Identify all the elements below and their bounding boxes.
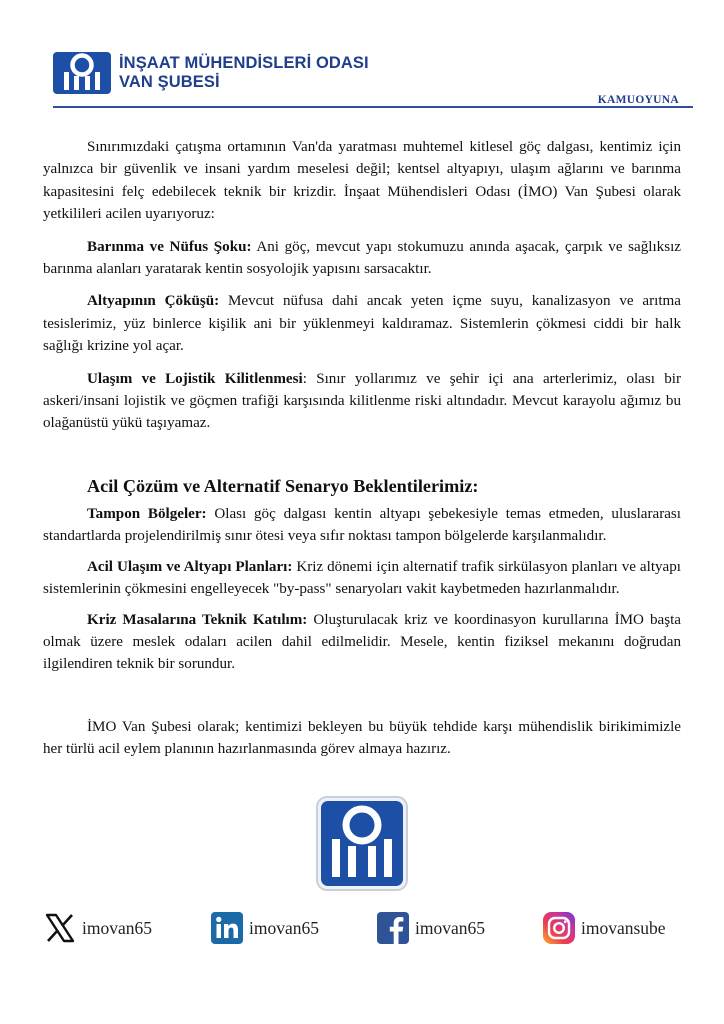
letterhead [53, 52, 693, 110]
social-facebook[interactable] [377, 912, 485, 944]
risk-title: Ulaşım ve Lojistik Kilitlenmesi [87, 370, 303, 387]
social-x[interactable] [44, 912, 152, 944]
solution-text: Kriz dönemi için alternatif trafik sirkülasyon planları ve altyapı sistemlerinin çökmesini engelleyecek "by-pass" senaryoları vakit kaybetmeden hazırlanmalıdır. [43, 558, 681, 598]
solution-text: Olası göç dalgası kentin altyapı şebekesiyle temas etmeden, uluslararası standartlarda projelendirilmiş sınır ötesi veya sıfır noktası tampon bölgelerde karşılanmalıdır. [43, 505, 681, 545]
org-name-line1: İNŞAAT MÜHENDİSLERİ ODASI [119, 54, 369, 72]
intro-paragraph: Sınırımızdaki çatışma ortamının Van'da yaratması muhtemel kitlesel göç dalgası, kentimiz için yalnızca bir güvenlik ve insani yardım meselesi değil; kentsel altyapıyı, ulaşım ağlarını ve barınma kapasitesini felç edebilecek teknik bir krizdir. İnşaat Mühendisleri Odası (İMO) Van Şubesi olarak yetkilileri acilen uyarıyoruz: [43, 139, 681, 223]
linkedin-icon [211, 912, 243, 944]
document-tag: KAMUOYUNA [597, 94, 679, 106]
document-body [43, 136, 681, 761]
solution-title: Tampon Bölgeler: [87, 505, 207, 522]
solution-text: Oluşturulacak kriz ve koordinasyon kurullarına İMO başta olmak üzere meslek odaları acilen dahil edilmelidir. Mesele, kentin fiziksel mekanını doğrudan ilgilendiren teknik bir sorundur. [43, 611, 682, 673]
social-handle: imovansube [581, 917, 666, 938]
closing-paragraph: İMO Van Şubesi olarak; kentimizi bekleyen bu büyük tehdide karşı mühendislik birikimimizle her türlü acil eylem planının hazırlanmasında görev almaya hazırız. [43, 718, 681, 758]
imo-emblem-icon [316, 796, 408, 891]
instagram-icon [543, 912, 575, 944]
solution-title: Kriz Masalarına Teknik Katılım: [87, 611, 308, 628]
org-name-line2: VAN ŞUBESİ [119, 73, 220, 91]
risk-title: Altyapının Çöküşü: [87, 293, 220, 310]
social-linkedin[interactable] [211, 912, 319, 944]
solution-paragraph [43, 609, 681, 676]
social-handle: imovan65 [82, 917, 152, 938]
organization-name [119, 54, 369, 92]
risk-paragraph [43, 290, 681, 357]
risk-paragraph [43, 236, 681, 281]
risk-text: Mevcut nüfusa dahi ancak yeten içme suyu, kanalizasyon ve arıtma tesislerimiz, yüz binlerce kişilik ani bir yüklenmeyi kaldıramaz. Sistemlerin çökmesi ciddi bir halk sağlığı krizine yol açar. [43, 293, 681, 355]
risk-text: Ani göç, mevcut yapı stokumuzu anında aşacak, çarpık ve sağlıksız barınma alanları yaratarak kentin sosyolojik yapısını sarsacaktır. [43, 238, 681, 278]
social-handle: imovan65 [249, 917, 319, 938]
social-instagram[interactable] [543, 912, 666, 944]
facebook-icon [377, 912, 409, 944]
risk-text: : Sınır yollarımız ve şehir içi ana arterlerimiz, olası bir askeri/insani lojistik ve göçmen trafiği karşısında kilitlenme riski altındadır. Mevcut karayolu ağımız bu olağanüstü yükü taşıyamaz. [43, 370, 681, 432]
social-handle: imovan65 [415, 917, 485, 938]
solution-paragraph [43, 503, 681, 548]
x-icon [44, 912, 76, 944]
solution-title: Acil Ulaşım ve Altyapı Planları: [87, 558, 293, 575]
solutions-heading: Acil Çözüm ve Alternatif Senaryo Beklentilerimiz: [87, 475, 479, 496]
risk-paragraph [43, 368, 681, 435]
solution-paragraph [43, 556, 681, 601]
imo-logo-icon [53, 52, 111, 94]
risk-title: Barınma ve Nüfus Şoku: [87, 238, 252, 255]
header-divider [53, 106, 693, 108]
